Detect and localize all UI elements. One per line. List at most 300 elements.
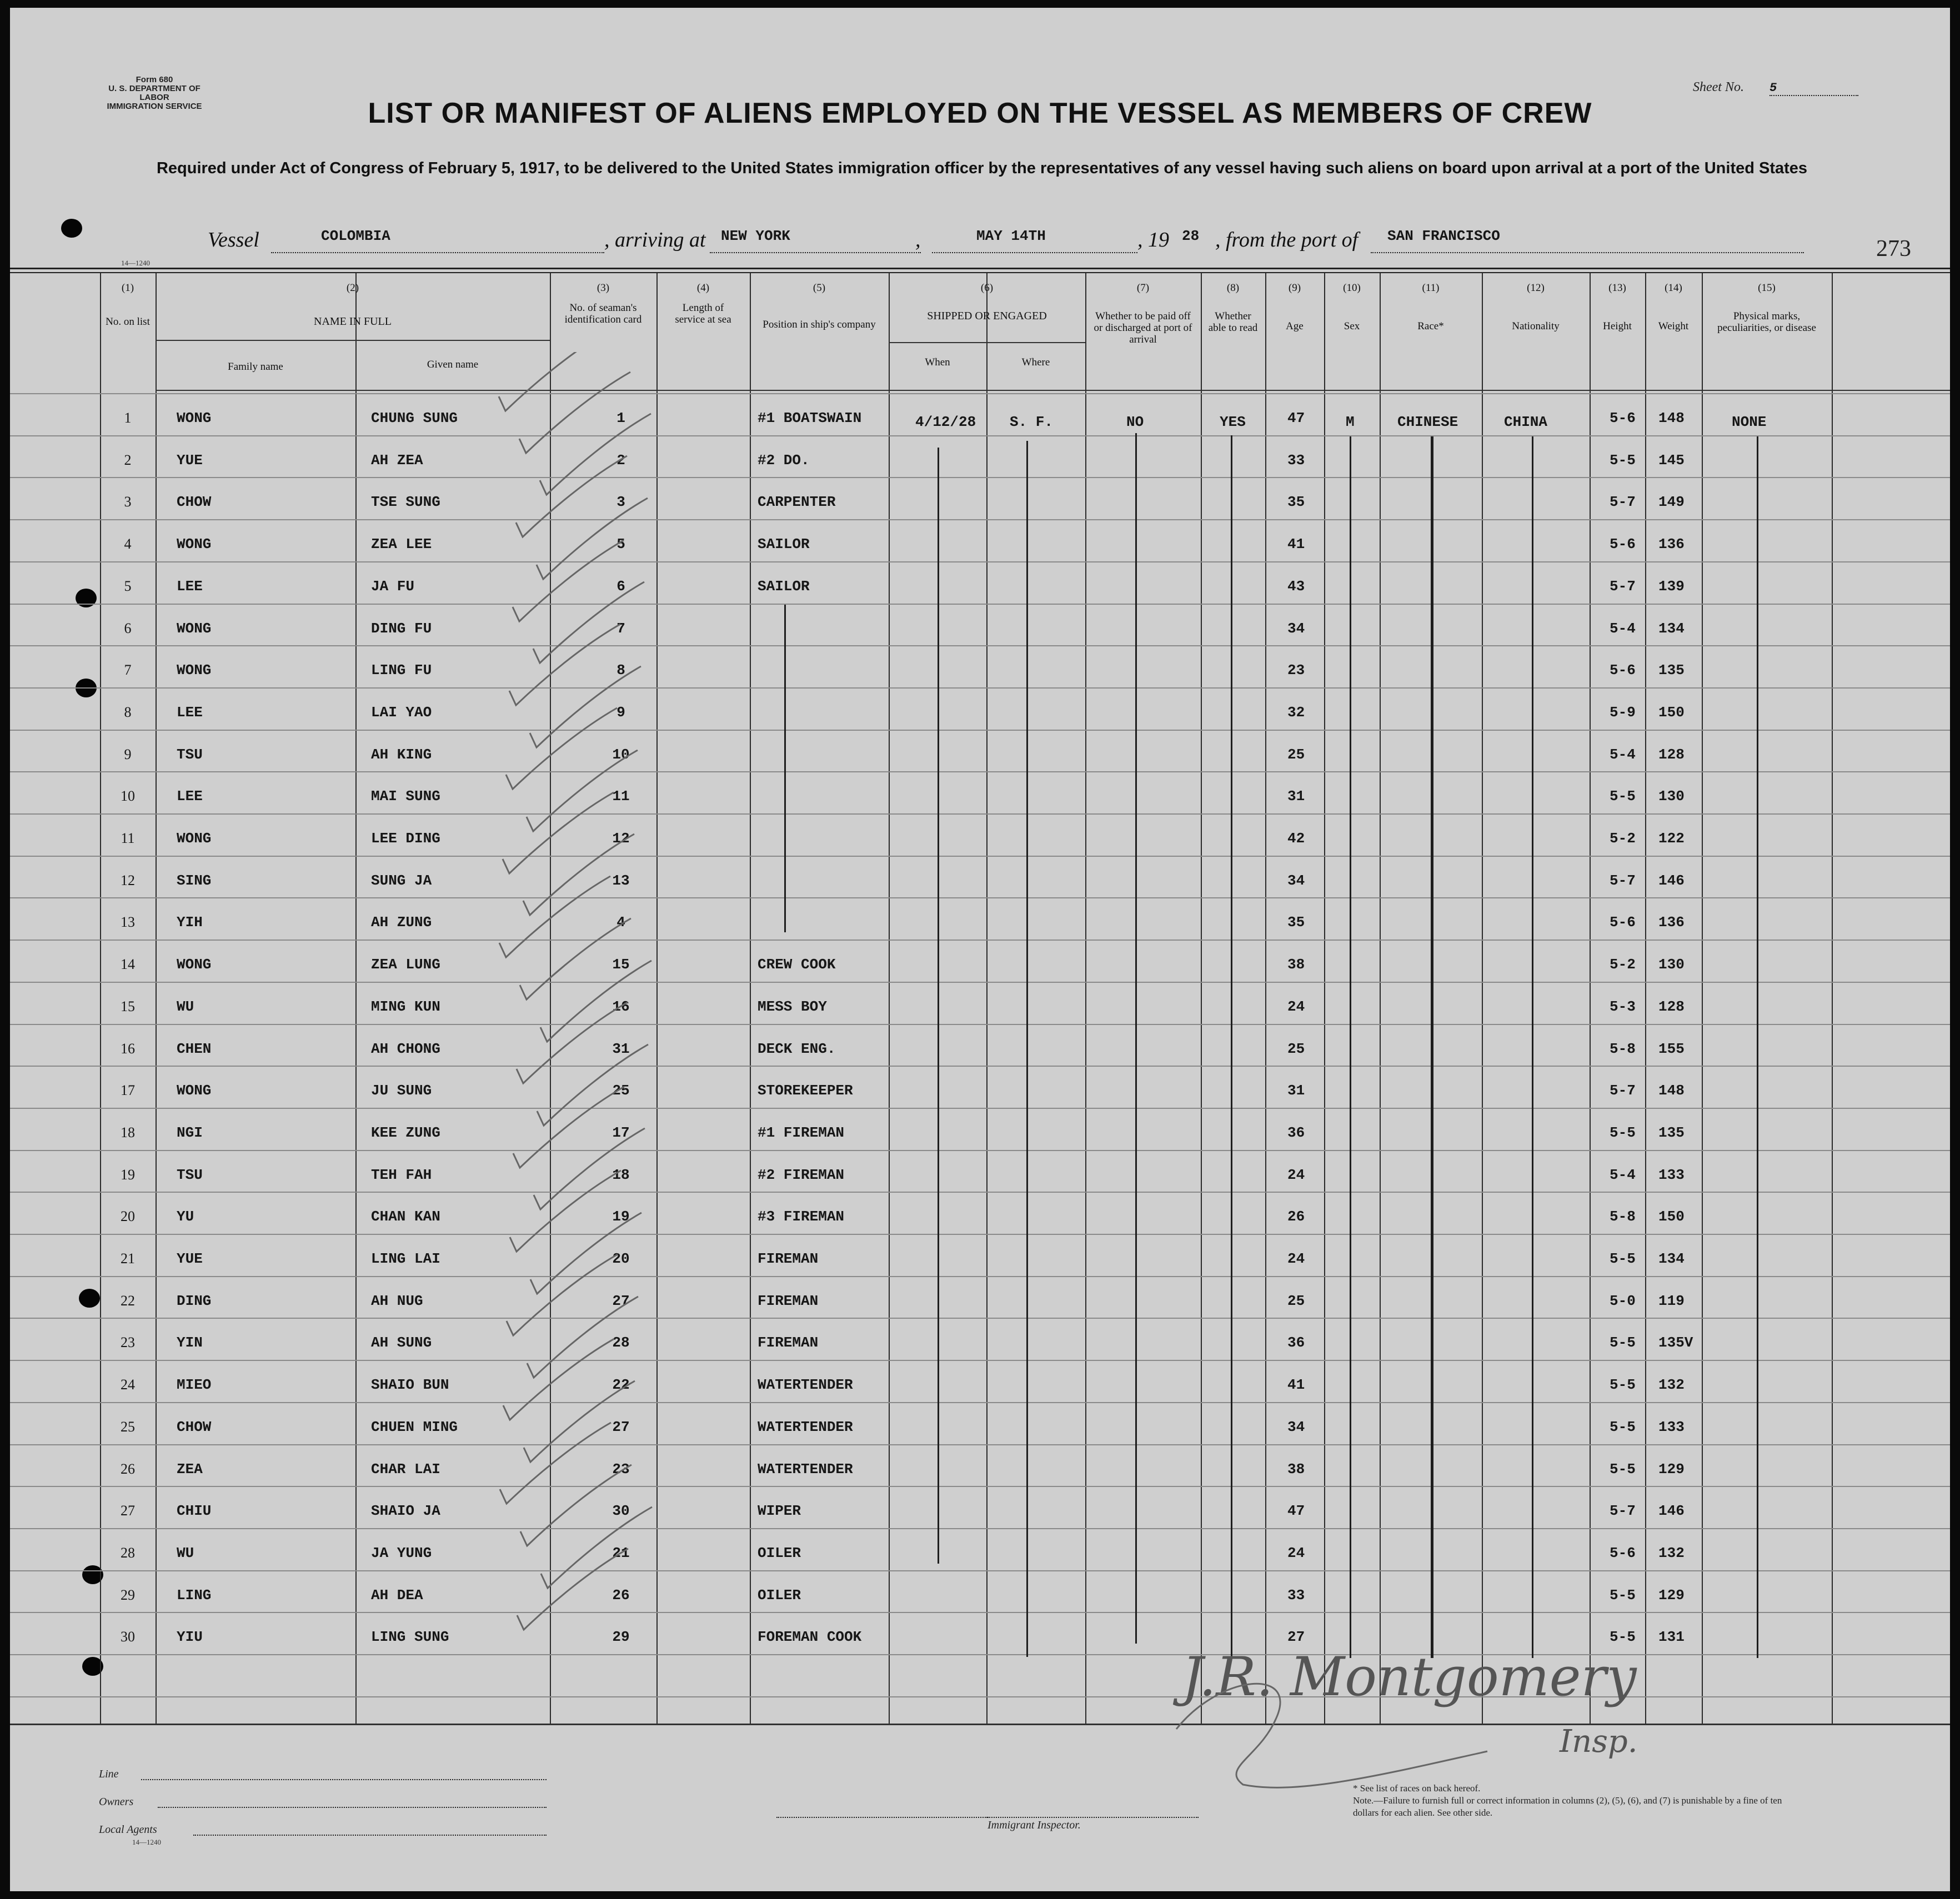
column-divider xyxy=(1832,273,1833,1724)
row-divider xyxy=(10,1696,1950,1697)
height: 5-5 xyxy=(1610,1461,1636,1478)
col-num-10: (10) xyxy=(1343,282,1361,294)
row-number: 17 xyxy=(121,1082,135,1098)
column-divider xyxy=(1645,273,1646,1724)
header-race: Race* xyxy=(1417,320,1444,332)
check-mark xyxy=(503,1339,614,1420)
row-divider xyxy=(10,1276,1950,1277)
age: 35 xyxy=(1287,914,1305,931)
header-no-on-list: No. on list xyxy=(106,316,150,328)
family-name: TSU xyxy=(177,1167,203,1183)
id-card-number: 30 xyxy=(612,1503,630,1519)
row-number: 28 xyxy=(121,1545,135,1561)
weight: 148 xyxy=(1658,410,1685,426)
given-name: SUNG JA xyxy=(371,872,432,889)
check-mark xyxy=(516,456,627,537)
height: 5-5 xyxy=(1610,1629,1636,1645)
ditto-mark-race xyxy=(1431,436,1433,1658)
row-divider xyxy=(10,604,1950,605)
position: WATERTENDER xyxy=(758,1461,853,1478)
position: WATERTENDER xyxy=(758,1419,853,1435)
weight: 128 xyxy=(1658,746,1685,763)
ditto-mark-when xyxy=(938,448,939,1564)
first-row-nationality: CHINA xyxy=(1504,414,1548,430)
age: 31 xyxy=(1287,1082,1305,1099)
row-number: 29 xyxy=(121,1587,135,1603)
form-code: 14—1240 xyxy=(121,259,150,267)
row-number: 13 xyxy=(121,914,135,930)
age: 25 xyxy=(1287,746,1305,763)
height: 5-7 xyxy=(1610,872,1636,889)
column-divider xyxy=(1085,273,1086,1724)
given-name: SHAIO JA xyxy=(371,1503,440,1519)
row-number: 2 xyxy=(124,452,132,468)
height: 5-2 xyxy=(1610,956,1636,973)
row-divider xyxy=(10,561,1950,562)
given-name: ZEA LEE xyxy=(371,536,432,552)
height: 5-6 xyxy=(1610,536,1636,552)
id-card-number: 13 xyxy=(612,872,630,889)
family-name: CHEN xyxy=(177,1041,212,1057)
position: STOREKEEPER xyxy=(758,1082,853,1099)
header-id-card: No. of seaman's identification card xyxy=(564,302,642,325)
position: FOREMAN COOK xyxy=(758,1629,862,1645)
col-num-11: (11) xyxy=(1422,282,1440,294)
header-divider xyxy=(156,390,1950,391)
row-number: 21 xyxy=(121,1250,135,1267)
family-name: SING xyxy=(177,872,212,889)
given-name: AH ZUNG xyxy=(371,914,432,931)
position: FIREMAN xyxy=(758,1250,819,1267)
given-name: KEE ZUNG xyxy=(371,1124,440,1141)
row-number: 24 xyxy=(121,1376,135,1393)
age: 33 xyxy=(1287,452,1305,469)
row-number: 19 xyxy=(121,1167,135,1183)
given-name: AH NUG xyxy=(371,1293,423,1309)
position: FIREMAN xyxy=(758,1334,819,1351)
family-name: WONG xyxy=(177,830,212,847)
col-num-15: (15) xyxy=(1758,282,1776,294)
age: 38 xyxy=(1287,1461,1305,1478)
id-card-number: 3 xyxy=(616,494,625,510)
row-number: 16 xyxy=(121,1041,135,1057)
given-name: LING FU xyxy=(371,662,432,679)
id-card-number: 8 xyxy=(616,662,625,679)
first-row-able-read: YES xyxy=(1220,414,1246,430)
id-card-number: 23 xyxy=(612,1461,630,1478)
height: 5-8 xyxy=(1610,1208,1636,1225)
family-name: MIEO xyxy=(177,1376,212,1393)
family-name: YU xyxy=(177,1208,194,1225)
id-card-number: 16 xyxy=(612,998,630,1015)
family-name: YIN xyxy=(177,1334,203,1351)
position: #2 FIREMAN xyxy=(758,1167,845,1183)
weight: 129 xyxy=(1658,1461,1685,1478)
weight: 139 xyxy=(1658,578,1685,595)
id-card-number: 10 xyxy=(612,746,630,763)
year-suffix: 28 xyxy=(1182,228,1200,244)
row-number: 20 xyxy=(121,1208,135,1224)
age: 35 xyxy=(1287,494,1305,510)
height: 5-7 xyxy=(1610,578,1636,595)
header-able-read: Whether able to read xyxy=(1208,310,1258,334)
header-paid-off: Whether to be paid off or discharged at port of arrival xyxy=(1094,310,1192,345)
height: 5-9 xyxy=(1610,704,1636,721)
height: 5-5 xyxy=(1610,1419,1636,1435)
row-divider xyxy=(10,730,1950,731)
row-divider xyxy=(10,940,1950,941)
weight: 145 xyxy=(1658,452,1685,469)
column-divider xyxy=(986,273,987,1724)
family-name: YUE xyxy=(177,452,203,469)
id-card-number: 7 xyxy=(616,620,625,637)
stamp-number: 273 xyxy=(1876,236,1911,262)
height: 5-0 xyxy=(1610,1293,1636,1309)
header-given-name: Given name xyxy=(427,359,479,370)
age: 41 xyxy=(1287,536,1305,552)
col-num-9: (9) xyxy=(1288,282,1301,294)
position: #1 BOATSWAIN xyxy=(758,410,862,426)
signature-flourish xyxy=(1154,1651,1543,1796)
row-divider xyxy=(10,1234,1950,1235)
height: 5-6 xyxy=(1610,410,1636,426)
age: 31 xyxy=(1287,788,1305,805)
first-row-paid-off: NO xyxy=(1126,414,1144,430)
family-name: LEE xyxy=(177,578,203,595)
age: 25 xyxy=(1287,1293,1305,1309)
weight: 135 xyxy=(1658,662,1685,679)
arriving-port: NEW YORK xyxy=(721,228,790,244)
header-divider xyxy=(889,342,1085,343)
family-name: WONG xyxy=(177,620,212,637)
row-number: 9 xyxy=(124,746,132,762)
age: 47 xyxy=(1287,1503,1305,1519)
position: WIPER xyxy=(758,1503,801,1519)
id-card-number: 2 xyxy=(616,452,625,469)
height: 5-3 xyxy=(1610,998,1636,1015)
row-divider xyxy=(10,1108,1950,1109)
footer-form-code: 14—1240 xyxy=(132,1838,161,1846)
position: SAILOR xyxy=(758,578,810,595)
family-name: LING xyxy=(177,1587,212,1604)
family-name: CHIU xyxy=(177,1503,212,1519)
row-number: 7 xyxy=(124,662,132,678)
check-mark xyxy=(513,540,624,621)
row-divider xyxy=(10,1570,1950,1571)
family-name: DING xyxy=(177,1293,212,1309)
row-number: 1 xyxy=(124,410,132,426)
weight: 122 xyxy=(1658,830,1685,847)
age: 36 xyxy=(1287,1124,1305,1141)
header-position: Position in ship's company xyxy=(763,319,876,330)
id-card-number: 19 xyxy=(612,1208,630,1225)
position: #1 FIREMAN xyxy=(758,1124,845,1141)
height: 5-6 xyxy=(1610,662,1636,679)
header-divider xyxy=(156,340,550,341)
given-name: CHUEN MING xyxy=(371,1419,458,1435)
row-divider xyxy=(10,1360,1950,1361)
column-divider xyxy=(750,273,751,1724)
weight: 149 xyxy=(1658,494,1685,510)
col-num-5: (5) xyxy=(813,282,826,294)
height: 5-5 xyxy=(1610,788,1636,805)
immigrant-inspector-label: Immigrant Inspector. xyxy=(987,1819,1081,1831)
inspector-signature: J.R. Montgomery xyxy=(1182,1646,1637,1708)
col-num-13: (13) xyxy=(1608,282,1626,294)
check-mark xyxy=(499,876,610,957)
header-where: Where xyxy=(1021,356,1050,368)
column-divider xyxy=(1380,273,1381,1724)
given-name: ZEA LUNG xyxy=(371,956,440,973)
position: CREW COOK xyxy=(758,956,836,973)
weight: 155 xyxy=(1658,1041,1685,1057)
given-name: TSE SUNG xyxy=(371,494,440,510)
given-name: MAI SUNG xyxy=(371,788,440,805)
header-when: When xyxy=(925,356,950,368)
family-name: WONG xyxy=(177,662,212,679)
weight: 146 xyxy=(1658,1503,1685,1519)
id-card-number: 6 xyxy=(616,578,625,595)
family-name: YIH xyxy=(177,914,203,931)
row-number: 8 xyxy=(124,704,132,720)
age: 24 xyxy=(1287,1545,1305,1561)
weight: 148 xyxy=(1658,1082,1685,1099)
row-number: 18 xyxy=(121,1124,135,1141)
given-name: TEH FAH xyxy=(371,1167,432,1183)
weight: 130 xyxy=(1658,956,1685,973)
given-name: AH DEA xyxy=(371,1587,423,1604)
header-height: Height xyxy=(1603,320,1632,332)
col-num-1: (1) xyxy=(121,282,134,294)
given-name: SHAIO BUN xyxy=(371,1376,449,1393)
id-card-number: 5 xyxy=(616,536,625,552)
row-divider xyxy=(10,897,1950,898)
row-divider xyxy=(10,1192,1950,1193)
vessel-name: COLOMBIA xyxy=(321,228,390,244)
first-row-sex: M xyxy=(1346,414,1355,430)
position: MESS BOY xyxy=(758,998,827,1015)
given-name: AH KING xyxy=(371,746,432,763)
check-mark xyxy=(507,1254,618,1335)
ditto-mark-nationality xyxy=(1532,436,1533,1658)
row-number: 10 xyxy=(121,788,135,804)
id-card-number: 11 xyxy=(612,788,630,805)
id-card-number: 22 xyxy=(612,1376,630,1393)
check-mark xyxy=(517,1549,628,1630)
row-divider xyxy=(10,393,1950,394)
row-divider xyxy=(10,1444,1950,1445)
ditto-mark-able-read xyxy=(1231,435,1232,1657)
row-number: 11 xyxy=(121,830,135,846)
header-age: Age xyxy=(1286,320,1304,332)
footer-owners-label: Owners xyxy=(99,1796,134,1808)
header-shipped: SHIPPED OR ENGAGED xyxy=(927,310,1047,322)
age: 34 xyxy=(1287,620,1305,637)
weight: 150 xyxy=(1658,1208,1685,1225)
position: CARPENTER xyxy=(758,494,836,510)
check-mark xyxy=(510,1170,621,1252)
weight: 136 xyxy=(1658,536,1685,552)
year-prefix: , 19 xyxy=(1137,228,1169,252)
age: 41 xyxy=(1287,1376,1305,1393)
first-row-marks: NONE xyxy=(1732,414,1767,430)
row-divider xyxy=(10,519,1950,520)
row-divider xyxy=(10,1024,1950,1025)
given-name: CHUNG SUNG xyxy=(371,410,458,426)
sheet-number-field xyxy=(1693,80,1858,96)
punch-hole xyxy=(79,1289,100,1308)
family-name: WU xyxy=(177,998,194,1015)
row-number: 25 xyxy=(121,1419,135,1435)
age: 24 xyxy=(1287,1167,1305,1183)
id-card-number: 29 xyxy=(612,1629,630,1645)
given-name: AH SUNG xyxy=(371,1334,432,1351)
age: 24 xyxy=(1287,1250,1305,1267)
id-card-number: 1 xyxy=(616,410,625,426)
inspector-signature-title: Insp. xyxy=(1560,1724,1638,1760)
id-card-number: 9 xyxy=(616,704,625,721)
ditto-mark-position xyxy=(784,605,786,932)
height: 5-5 xyxy=(1610,1376,1636,1393)
check-mark xyxy=(517,1002,628,1083)
row-divider xyxy=(10,1528,1950,1529)
col-num-12: (12) xyxy=(1527,282,1545,294)
height: 5-4 xyxy=(1610,1167,1636,1183)
service: IMMIGRATION SERVICE xyxy=(107,102,202,111)
arriving-label: , arriving at xyxy=(604,228,706,252)
column-divider xyxy=(1590,273,1591,1724)
weight: 133 xyxy=(1658,1419,1685,1435)
family-name: LEE xyxy=(177,704,203,721)
id-card-number: 26 xyxy=(612,1587,630,1604)
row-number: 3 xyxy=(124,494,132,510)
row-number: 30 xyxy=(121,1629,135,1645)
row-number: 12 xyxy=(121,872,135,888)
height: 5-6 xyxy=(1610,1545,1636,1561)
position: OILER xyxy=(758,1545,801,1561)
row-number: 6 xyxy=(124,620,132,636)
given-name: MING KUN xyxy=(371,998,440,1015)
row-divider xyxy=(10,1066,1950,1067)
id-card-number: 15 xyxy=(612,956,630,973)
position: #2 DO. xyxy=(758,452,810,469)
check-mark xyxy=(503,792,614,873)
given-name: LEE DING xyxy=(371,830,440,847)
height: 5-6 xyxy=(1610,914,1636,931)
position: DECK ENG. xyxy=(758,1041,836,1057)
weight: 135 xyxy=(1658,1124,1685,1141)
family-name: LEE xyxy=(177,788,203,805)
col-num-8: (8) xyxy=(1226,282,1240,294)
position: FIREMAN xyxy=(758,1293,819,1309)
age: 32 xyxy=(1287,704,1305,721)
weight: 119 xyxy=(1658,1293,1685,1309)
form-number: Form 680 xyxy=(136,75,173,84)
position: OILER xyxy=(758,1587,801,1604)
family-name: WONG xyxy=(177,536,212,552)
row-divider xyxy=(10,1612,1950,1613)
header-weight: Weight xyxy=(1658,320,1689,332)
row-divider xyxy=(10,1318,1950,1319)
col-num-7: (7) xyxy=(1136,282,1150,294)
family-name: CHOW xyxy=(177,1419,212,1435)
ditto-mark-sex xyxy=(1350,436,1351,1658)
id-card-number: 31 xyxy=(612,1041,630,1057)
ditto-mark-marks xyxy=(1757,436,1758,1658)
row-number: 26 xyxy=(121,1461,135,1477)
age: 36 xyxy=(1287,1334,1305,1351)
position: WATERTENDER xyxy=(758,1376,853,1393)
given-name: LAI YAO xyxy=(371,704,432,721)
row-divider xyxy=(10,856,1950,857)
family-name: ZEA xyxy=(177,1461,203,1478)
given-name: AH ZEA xyxy=(371,452,423,469)
weight: 129 xyxy=(1658,1587,1685,1604)
first-row-where: S. F. xyxy=(1010,414,1054,430)
weight: 130 xyxy=(1658,788,1685,805)
first-row-race: CHINESE xyxy=(1397,414,1458,430)
column-divider xyxy=(1482,273,1483,1724)
age: 38 xyxy=(1287,956,1305,973)
sheet-label: Sheet No. xyxy=(1693,80,1744,94)
id-card-number: 18 xyxy=(612,1167,630,1183)
from-label: , from the port of xyxy=(1215,228,1359,252)
given-name: DING FU xyxy=(371,620,432,637)
id-card-number: 25 xyxy=(612,1082,630,1099)
row-divider xyxy=(10,813,1950,815)
weight: 132 xyxy=(1658,1545,1685,1561)
id-card-number: 21 xyxy=(612,1545,630,1561)
family-name: WONG xyxy=(177,410,212,426)
column-divider xyxy=(889,273,890,1724)
check-mark xyxy=(499,352,610,411)
family-name: WU xyxy=(177,1545,194,1561)
height: 5-5 xyxy=(1610,452,1636,469)
column-divider xyxy=(156,273,157,1724)
weight: 133 xyxy=(1658,1167,1685,1183)
family-name: YIU xyxy=(177,1629,203,1645)
row-divider xyxy=(10,687,1950,689)
column-divider xyxy=(355,273,357,1724)
row-divider xyxy=(10,1654,1950,1655)
family-name: TSU xyxy=(177,746,203,763)
position: #3 FIREMAN xyxy=(758,1208,845,1225)
given-name: CHAR LAI xyxy=(371,1461,440,1478)
first-row-when: 4/12/28 xyxy=(915,414,976,430)
weight: 135V xyxy=(1658,1334,1693,1351)
check-mark xyxy=(506,708,617,789)
given-name: JA FU xyxy=(371,578,415,595)
col-num-2: (2) xyxy=(346,282,359,294)
punch-hole xyxy=(61,219,82,238)
height: 5-7 xyxy=(1610,1082,1636,1099)
age: 24 xyxy=(1287,998,1305,1015)
row-divider xyxy=(10,645,1950,646)
row-divider xyxy=(10,477,1950,478)
header-sex: Sex xyxy=(1344,320,1360,332)
row-divider xyxy=(10,1402,1950,1403)
weight: 134 xyxy=(1658,620,1685,637)
ditto-mark-paid-off xyxy=(1135,433,1137,1644)
age: 23 xyxy=(1287,662,1305,679)
given-name: LING LAI xyxy=(371,1250,440,1267)
age: 43 xyxy=(1287,578,1305,595)
weight: 134 xyxy=(1658,1250,1685,1267)
from-port: SAN FRANCISCO xyxy=(1387,228,1500,244)
height: 5-5 xyxy=(1610,1250,1636,1267)
age: 26 xyxy=(1287,1208,1305,1225)
header-length-service: Length of service at sea xyxy=(675,302,731,325)
